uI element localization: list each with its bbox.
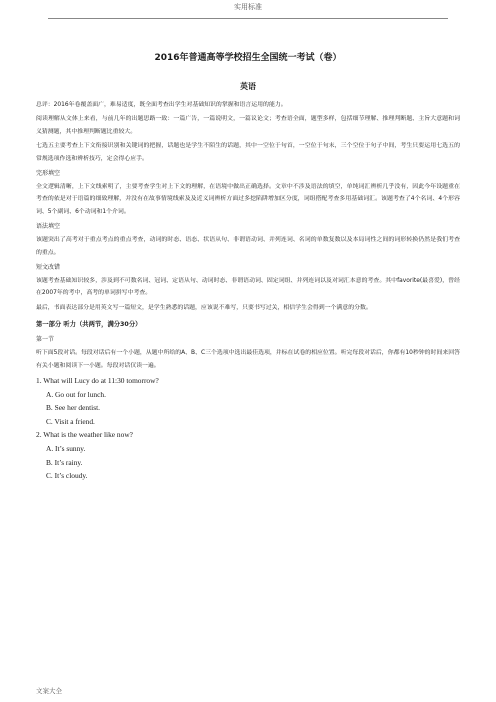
cloze-heading: 完形填空 [36, 170, 61, 178]
correction-heading: 短文改错 [36, 264, 61, 272]
question-option: A. It’s sunny. [46, 444, 86, 454]
document-title: 2016年普通高等学校招生全国统一考试（卷） [154, 53, 342, 63]
subject-title: 英语 [240, 82, 256, 91]
writing-paragraph: 最后，书面表达部分是用英文写一篇短文，是学生熟悉的话题，应该说不难写，只要书写过关，相信学生会得到一个满意的分数。 [36, 304, 372, 311]
document-body [36, 50, 460, 483]
section-one-label: 第一节 [36, 336, 55, 344]
grammar-paragraph: 该题突出了高考对于重点考点的重点考查，动词的时态、语态、状语从句、非谓语动词、并列连词、名词的单数复数以及本局词性之间的词形转换仍然是我们考查的重点。 [36, 237, 460, 256]
question-stem: 1. What will Lucy do at 11:30 tomorrow? [36, 376, 159, 386]
question-option: A. Go out for lunch. [46, 389, 106, 399]
question-option: B. It’s rainy. [46, 457, 83, 467]
question-option: C. It’s cloudy. [46, 471, 88, 481]
question-1 [36, 374, 460, 428]
question-option: C. Visit a friend. [46, 416, 95, 426]
cloze-paragraph: 全文逻辑清晰，上下文线索明了，主要考查学生对上下文的理解，在语境中做出正确选择。文章中不涉及语法的填空，单纯词汇辨析几乎没有，因此今年设题重在考查的依是对于语篇的细致理解，并没有在故事情境线索及及近义词辨析方面过多挖陷阱增加区分度，词组搭配考查多用基础词汇。该题考查了4个名词、4个形容词、5个副词、6个动词和1个介词。 [36, 184, 460, 215]
question-2 [36, 428, 460, 482]
grammar-heading: 语法填空 [36, 223, 61, 231]
page-footer: 文案大全 [36, 687, 62, 695]
summary-paragraph: 总评：2016年卷覆盖面广，难易适度，既全面考查出学生对基础知识的掌握和语言运用的能力。 [36, 102, 287, 108]
section-one-instruction: 听下面5段对话。每段对话后有一个小题，从题中所给的A、B、C三个选项中选出最佳选项，并标在试卷的相应位置。听完每段对话后，你都有10秒钟的时间来回答有关小题和阅读下一小题。每段对话仅读一遍。 [36, 350, 460, 369]
reading-paragraph: 阅读理解从文体上来看，与前几年的出题思路一致：一篇广告，一篇说明文，一篇议论文；考查语全面，题型多样，包括细节理解、推理判断题、主旨大意题和词义猜测题，其中推理判断题比重较大。 [36, 116, 460, 135]
question-option: B. See her dentist. [46, 403, 100, 413]
seven-choose-five-paragraph: 七选五主要考查上下文衔接识别和关键词的把握，话题也是学生不陌生的话题，其中一空位于句首，一空位于句末，三个空位于句子中间，考生只要运用七选五的常规选项作选和辨析技巧，定会得心应手。 [36, 143, 460, 162]
question-stem: 2. What is the weather like now? [36, 430, 133, 440]
correction-paragraph: 该题考查基础知识较多，涉及到不可数名词、冠词、定语从句、动词时态、非谓语动词、固定词组、并列连词以及对词汇本意的考查。其中favorite(最喜爱)，曾经在2007年的考中，高考的单词拼写中考查。 [36, 278, 460, 297]
page-header: 实用标准 [48, 2, 448, 19]
part-one-heading: 第一部分 听力（共两节，满分30分） [36, 321, 142, 329]
